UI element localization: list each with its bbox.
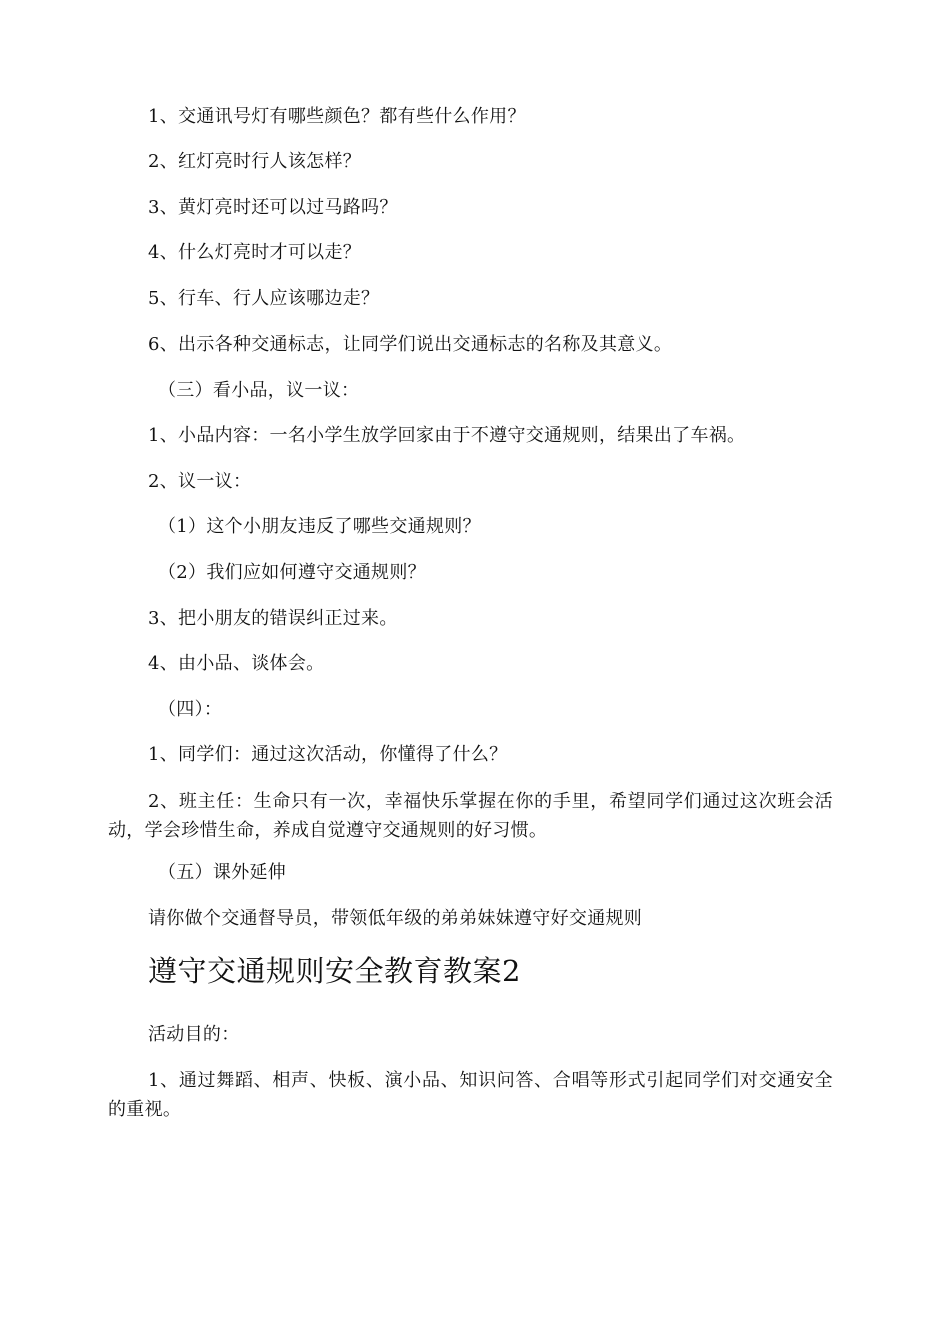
- skit-content: 1、小品内容：一名小学生放学回家由于不遵守交通规则，结果出了车祸。: [148, 425, 746, 446]
- correct-mistakes: 3、把小朋友的错误纠正过来。: [148, 608, 398, 629]
- question-3: 3、黄灯亮时还可以过马路吗？: [148, 197, 398, 218]
- reflection: 4、由小品、谈体会。: [148, 653, 325, 674]
- question-6: 6、出示各种交通标志，让同学们说出交通标志的名称及其意义。: [148, 334, 673, 355]
- discuss-item-1: （1）这个小朋友违反了哪些交通规则？: [158, 516, 481, 537]
- students-question: 1、同学们：通过这次活动，你懂得了什么？: [148, 744, 508, 765]
- teacher-paragraph: 2、班主任：生命只有一次，幸福快乐掌握在你的手里，希望同学们通过这次班会活动，学会珍惜生命，养成自觉遵守交通规则的好习惯。: [108, 791, 833, 841]
- question-4: 4、什么灯亮时才可以走？: [148, 242, 362, 263]
- question-1: 1、交通讯号灯有哪些颜色？都有些什么作用？: [148, 106, 526, 127]
- question-5: 5、行车、行人应该哪边走？: [148, 288, 380, 309]
- section-three-title: （三）看小品，议一议：: [158, 380, 360, 401]
- discuss-label: 2、议一议：: [148, 471, 252, 492]
- extension-task: 请你做个交通督导员，带领低年级的弟弟妹妹遵守好交通规则: [148, 908, 643, 929]
- activity-goal-1: 1、通过舞蹈、相声、快板、演小品、知识问答、合唱等形式引起同学们对交通安全的重视。: [108, 1070, 833, 1120]
- discuss-item-2: （2）我们应如何遵守交通规则？: [158, 562, 426, 583]
- activity-goal-label: 活动目的：: [148, 1024, 240, 1045]
- section-five-title: （五）课外延伸: [158, 862, 287, 883]
- lesson-plan-heading: 遵守交通规则安全教育教案2: [148, 954, 521, 988]
- section-four-title: （四）：: [158, 699, 223, 720]
- question-2: 2、红灯亮时行人该怎样？: [148, 151, 362, 172]
